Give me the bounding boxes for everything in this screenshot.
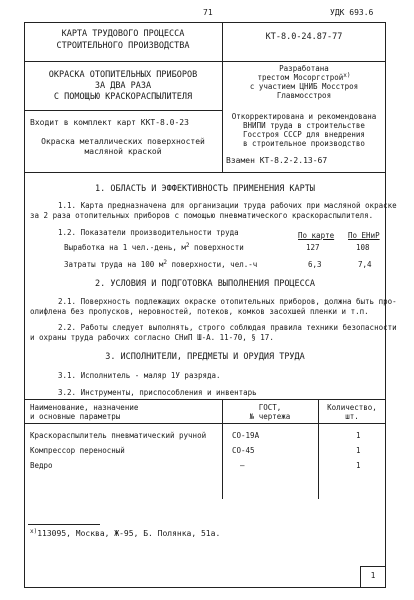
subject-line3: С ПОМОЩЬЮ КРАСКОРАСПЫЛИТЕЛЯ — [53, 92, 193, 102]
developed-line4: Главмосстроя — [276, 91, 332, 100]
table-cell-gost: СО-45 — [232, 446, 255, 455]
table-header-qty-line1: Количество, — [327, 403, 377, 412]
corrected-line3: Госстроя СССР для внедрения — [243, 130, 365, 139]
table-header-gost-line2: № чертежа — [249, 412, 291, 421]
table-cell-qty: 1 — [356, 461, 361, 470]
table-header-border — [24, 423, 386, 424]
section2-p21-line2: олифлена без пропусков, неровностей, потеков, комков засохшей пленки и т.п. — [30, 307, 369, 316]
table-cell-name: Краскораспылитель пневматический ручной — [30, 431, 207, 440]
developed-line3: с участием ЦНИБ Мосстроя — [249, 82, 359, 91]
footnote-rule — [28, 524, 100, 525]
included-in: Входит в комплект карт ККТ-8.0-23 — [30, 118, 189, 127]
section2-p22-line2: и охраны труда рабочих согласно СНиП Ш-А. 11-70, § 17. — [30, 333, 274, 342]
row2-enir-value: 7,4 — [358, 260, 372, 269]
card-title-line2: СТРОИТЕЛЬНОГО ПРОИЗВОДСТВА — [56, 41, 190, 51]
header-divider-2 — [24, 110, 222, 111]
table-header-qty-line2: шт. — [345, 412, 359, 421]
table-cell-name: Компрессор переносный — [30, 446, 125, 455]
section1-p11-line1: 1.1. Карта предназначена для организации труда рабочих при масляной окраске — [58, 201, 397, 210]
subject-line1: ОКРАСКА ОТОПИТЕЛЬНЫХ ПРИБОРОВ — [48, 70, 198, 80]
section3-p32: 3.2. Инструменты, приспособления и инвентарь — [58, 388, 257, 397]
included-desc-line1: Окраска металлических поверхностей — [41, 137, 205, 146]
row1-enir-value: 108 — [356, 243, 370, 252]
header-divider-1 — [24, 61, 386, 62]
corrected-line4: в строительное производство — [243, 139, 365, 148]
row2-card-value: 6,3 — [308, 260, 322, 269]
developed-line1: Разработана — [279, 64, 329, 73]
col-header-card: По карте — [298, 231, 335, 240]
table-cell-name: Ведро — [30, 461, 53, 470]
section1-p12: 1.2. Показатели производительности труда — [58, 228, 239, 237]
table-cell-gost: – — [240, 461, 245, 470]
card-code: КТ-8.0-24.87-77 — [265, 32, 343, 42]
section1-p11-line2: за 2 раза отопительных приборов с помощью пневматического краскораспылителя. — [30, 211, 374, 220]
card-title-line1: КАРТА ТРУДОВОГО ПРОЦЕССА — [61, 29, 185, 39]
section1-heading: 1. ОБЛАСТЬ И ЭФФЕКТИВНОСТЬ ПРИМЕНЕНИЯ КАРТЫ — [94, 184, 316, 194]
page-number: 1 — [370, 571, 376, 580]
section3-heading: 3. ИСПОЛНИТЕЛИ, ПРЕДМЕТЫ И ОРУДИЯ ТРУДА — [105, 352, 305, 362]
subject-line2: ЗА ДВА РАЗА — [94, 81, 152, 91]
section2-heading: 2. УСЛОВИЯ И ПОДГОТОВКА ВЫПОЛНЕНИЯ ПРОЦЕССА — [94, 279, 316, 289]
table-header-gost-line1: ГОСТ, — [258, 403, 282, 412]
replaces-card: Взамен КТ-8.2-2.13-67 — [226, 156, 328, 165]
row1-card-value: 127 — [306, 243, 320, 252]
header-divider-3 — [24, 172, 386, 173]
row2-label: Затраты труда на 100 $м^2$ поверхности, чел.-ч — [64, 259, 258, 269]
table-top-border — [24, 399, 386, 400]
row1-label: Выработка на 1 чел.-день, $м^2$ поверхности — [64, 242, 244, 252]
table-cell-qty: 1 — [356, 431, 361, 440]
footnote-mark: x) — [343, 72, 351, 79]
section3-p31: 3.1. Исполнитель - маляр 1У разряда. — [58, 371, 221, 380]
developed-line2: трестом Мосоргстрой$^{x)}$ — [257, 72, 351, 82]
footnote-text: $^{x)}$113095, Москва, Ж-95, Б. Полянка, 51а. — [30, 528, 221, 538]
corrected-line1: Откорректирована и рекомендована — [231, 112, 377, 121]
table-header-name-line2: и основные параметры — [30, 412, 121, 421]
section2-p21-line1: 2.1. Поверхность подлежащих окраске отопительных приборов, должна быть про- — [58, 297, 397, 306]
included-desc-line2: масляной краской — [84, 147, 162, 156]
udk-code: УДК 693.6 — [330, 8, 374, 17]
section2-p22-line1: 2.2. Работы следует выполнять, строго соблюдая правила техники безопасности — [58, 323, 397, 332]
table-cell-gost: СО-19А — [232, 431, 260, 440]
table-cell-qty: 1 — [356, 446, 361, 455]
page-top-number: 71 — [203, 8, 213, 17]
col-header-enir: По ЕНиР — [348, 231, 380, 240]
corrected-line2: ВНИПИ труда в строительстве — [243, 121, 365, 130]
table-header-name-line1: Наименование, назначение — [30, 403, 139, 412]
